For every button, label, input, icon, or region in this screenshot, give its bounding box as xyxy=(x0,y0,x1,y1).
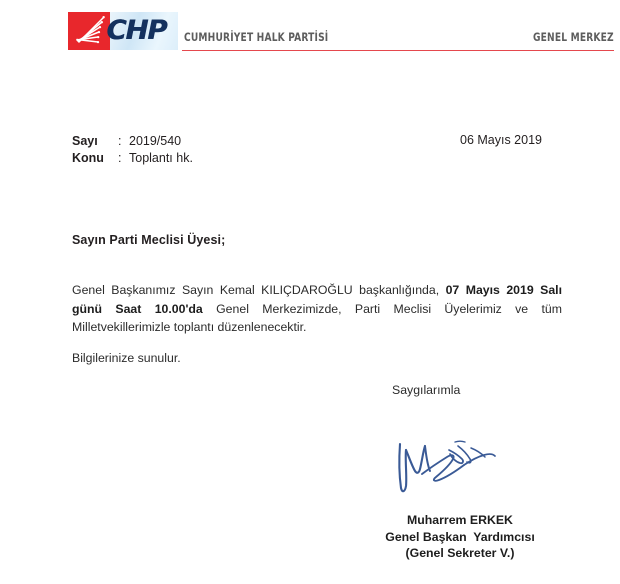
closing-note: Bilgilerinize sunulur. xyxy=(72,351,181,365)
chp-logo xyxy=(68,12,178,50)
handwritten-signature xyxy=(392,424,502,496)
letterhead xyxy=(0,0,620,62)
signer-name: Muharrem ERKEK xyxy=(407,513,513,527)
subject-colon: : xyxy=(118,151,122,165)
body-part-2: Genel Merkezimizde, Parti Meclisi Üyelerimiz ve tüm Milletvekillerimizle toplantı düzenlenecektir. xyxy=(72,301,562,335)
body-highlight: 07 Mayıs 2019 Salı günü Saat 10.00'da xyxy=(72,283,562,316)
signer-role: (Genel Sekreter V.) xyxy=(405,546,515,560)
regards: Saygılarımla xyxy=(392,383,461,397)
meta-row-subject xyxy=(72,150,193,167)
body-paragraph xyxy=(72,281,562,337)
header-divider xyxy=(182,50,614,51)
meta-row-number xyxy=(72,133,193,150)
party-name: CUMHURİYET HALK PARTİSİ xyxy=(184,30,329,44)
subject-label: Konu xyxy=(72,151,104,165)
salutation: Sayın Parti Meclisi Üyesi; xyxy=(72,233,226,247)
organization-unit: GENEL MERKEZ xyxy=(533,30,614,44)
signer-title: Genel Başkan Yardımcısı xyxy=(385,529,535,544)
six-arrows-emblem xyxy=(68,12,110,50)
number-colon: : xyxy=(118,134,122,148)
chp-wordmark-box xyxy=(106,12,178,50)
number-label: Sayı xyxy=(72,134,98,148)
document-meta xyxy=(72,133,193,167)
signer-block xyxy=(320,512,600,562)
document-date: 06 Mayıs 2019 xyxy=(460,133,542,147)
six-arrows-icon xyxy=(68,12,110,50)
signature-icon xyxy=(392,424,502,496)
subject-value: Toplantı hk. xyxy=(129,151,193,165)
chp-wordmark: CHP xyxy=(106,15,166,46)
number-value: 2019/540 xyxy=(129,134,182,148)
body-part-1: Genel Başkanımız Sayın Kemal KILIÇDAROĞLU başkanlığında, xyxy=(72,283,446,298)
